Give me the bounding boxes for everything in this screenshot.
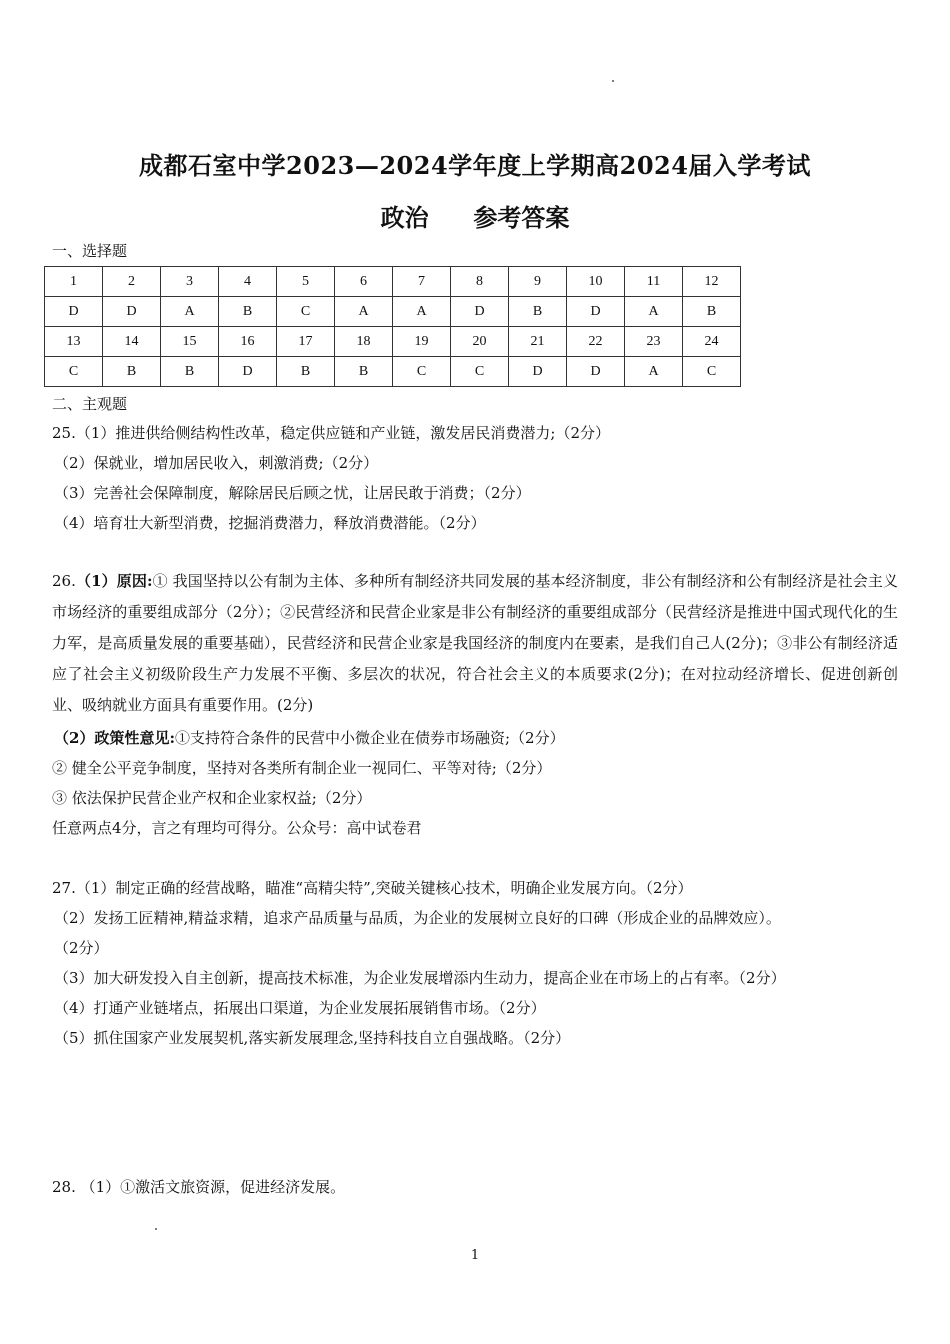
answer-cell: C <box>451 357 509 387</box>
answer-cell: B <box>509 297 567 327</box>
q26-note: 任意两点4分，言之有理均可得分。公众号：高中试卷君 <box>52 819 422 837</box>
question-number-row <box>45 327 741 357</box>
question-number-cell: 23 <box>625 327 683 357</box>
answer-cell: B <box>103 357 161 387</box>
answer-cell: C <box>45 357 103 387</box>
q27-line: （4）打通产业链堵点，拓展出口渠道，为企业发展拓展销售市场。（2分） <box>54 999 546 1017</box>
answer-cell: B <box>277 357 335 387</box>
q26-reason-label: （1）原因: <box>75 572 153 590</box>
answer-cell: B <box>219 297 277 327</box>
question-number-cell: 4 <box>219 267 277 297</box>
q25-line: （3）完善社会保障制度，解除居民后顾之忧，让居民敢于消费；（2分） <box>54 484 531 502</box>
answer-cell: B <box>335 357 393 387</box>
question-number-cell: 22 <box>567 327 625 357</box>
question-number-cell: 13 <box>45 327 103 357</box>
q26-policy-label: （2）政策性意见: <box>54 729 175 747</box>
q27-line: （2分） <box>54 939 109 957</box>
answer-cell: D <box>567 357 625 387</box>
q28-line: 28. （1）①激活文旅资源，促进经济发展。 <box>52 1178 346 1196</box>
answer-cell: A <box>393 297 451 327</box>
scan-dot <box>155 1228 157 1230</box>
q25-line: （4）培育壮大新型消费，挖掘消费潜力，释放消费潜能。（2分） <box>54 514 486 532</box>
answer-row <box>45 357 741 387</box>
q27-line: （5）抓住国家产业发展契机,落实新发展理念,坚持科技自立自强战略。（2分） <box>54 1029 571 1047</box>
question-number-cell: 18 <box>335 327 393 357</box>
question-number-row <box>45 267 741 297</box>
question-number-cell: 6 <box>335 267 393 297</box>
answer-cell: A <box>625 297 683 327</box>
question-number-cell: 11 <box>625 267 683 297</box>
question-number-cell: 20 <box>451 327 509 357</box>
q27-line: （2）发扬工匠精神,精益求精，追求产品质量与品质，为企业的发展树立良好的口碑（形成企业的品牌效应）。 <box>54 909 781 927</box>
question-number-cell: 12 <box>683 267 741 297</box>
q26-number: 26. <box>52 572 76 590</box>
question-number-cell: 17 <box>277 327 335 357</box>
answer-cell: D <box>451 297 509 327</box>
scan-dot <box>612 80 614 82</box>
page-number: 1 <box>470 1248 480 1263</box>
section-subjective-heading: 二、主观题 <box>52 395 128 413</box>
answer-row <box>45 297 741 327</box>
question-number-cell: 9 <box>509 267 567 297</box>
answer-cell: D <box>567 297 625 327</box>
question-number-cell: 5 <box>277 267 335 297</box>
question-number-cell: 1 <box>45 267 103 297</box>
q26-reason-paragraph <box>52 566 898 721</box>
question-number-cell: 2 <box>103 267 161 297</box>
answer-cell: A <box>335 297 393 327</box>
answer-cell: C <box>393 357 451 387</box>
answer-label: 参考答案 <box>473 203 570 232</box>
answer-cell: B <box>683 297 741 327</box>
answer-cell: D <box>103 297 161 327</box>
answer-cell: C <box>683 357 741 387</box>
answer-cell: D <box>219 357 277 387</box>
answer-cell: D <box>509 357 567 387</box>
question-number-cell: 15 <box>161 327 219 357</box>
answer-table <box>44 266 741 387</box>
q26-policy-first: ①支持符合条件的民营中小微企业在债券市场融资;（2分） <box>174 729 565 747</box>
question-number-cell: 21 <box>509 327 567 357</box>
question-number-cell: 10 <box>567 267 625 297</box>
question-number-cell: 7 <box>393 267 451 297</box>
question-number-cell: 3 <box>161 267 219 297</box>
question-number-cell: 8 <box>451 267 509 297</box>
answer-cell: D <box>45 297 103 327</box>
q26-reason-text: ① 我国坚持以公有制为主体、多种所有制经济共同发展的基本经济制度，非公有制经济和公有制经济是社会主义市场经济的重要组成部分（2分）；②民营经济和民营企业家是非公有制经济的重要组成部分（民营经济是推进中国式现代化的生力军，是高质量发展的重要基础），民营经济和民营企业家是我国经济的制度内在要素，是我们自己人(2分)；③非公有制经济适应了社会主义初级阶段生产力发展不平衡、多层次的状况，符合社会主义的本质要求(2分)；在对拉动经济增长、促进创新创业、吸纳就业方面具有重要作用。(2分) <box>52 572 898 714</box>
q25-line: （2）保就业，增加居民收入，刺激消费;（2分） <box>54 454 379 472</box>
question-number-cell: 16 <box>219 327 277 357</box>
exam-subtitle <box>0 198 950 233</box>
answer-cell: A <box>161 297 219 327</box>
answer-cell: A <box>625 357 683 387</box>
answer-cell: C <box>277 297 335 327</box>
q27-line: 27.（1）制定正确的经营战略，瞄准“高精尖特”,突破关键核心技术，明确企业发展方向。（2分） <box>52 879 693 897</box>
question-number-cell: 24 <box>683 327 741 357</box>
question-number-cell: 19 <box>393 327 451 357</box>
exam-title: 成都石室中学2023—2024学年度上学期高2024届入学考试 <box>139 151 811 180</box>
answer-cell: B <box>161 357 219 387</box>
q26-line: ③ 依法保护民营企业产权和企业家权益;（2分） <box>52 789 372 807</box>
q25-line: 25.（1）推进供给侧结构性改革，稳定供应链和产业链，激发居民消费潜力;（2分） <box>52 424 610 442</box>
section-choice-heading: 一、选择题 <box>52 242 128 260</box>
q26-line: ② 健全公平竞争制度，坚持对各类所有制企业一视同仁、平等对待;（2分） <box>52 759 552 777</box>
q26-policy-line <box>54 727 565 748</box>
question-number-cell: 14 <box>103 327 161 357</box>
q27-line: （3）加大研发投入自主创新，提高技术标准，为企业发展增添内生动力，提高企业在市场上的占有率。（2分） <box>54 969 786 987</box>
subject-label: 政治 <box>380 203 429 232</box>
